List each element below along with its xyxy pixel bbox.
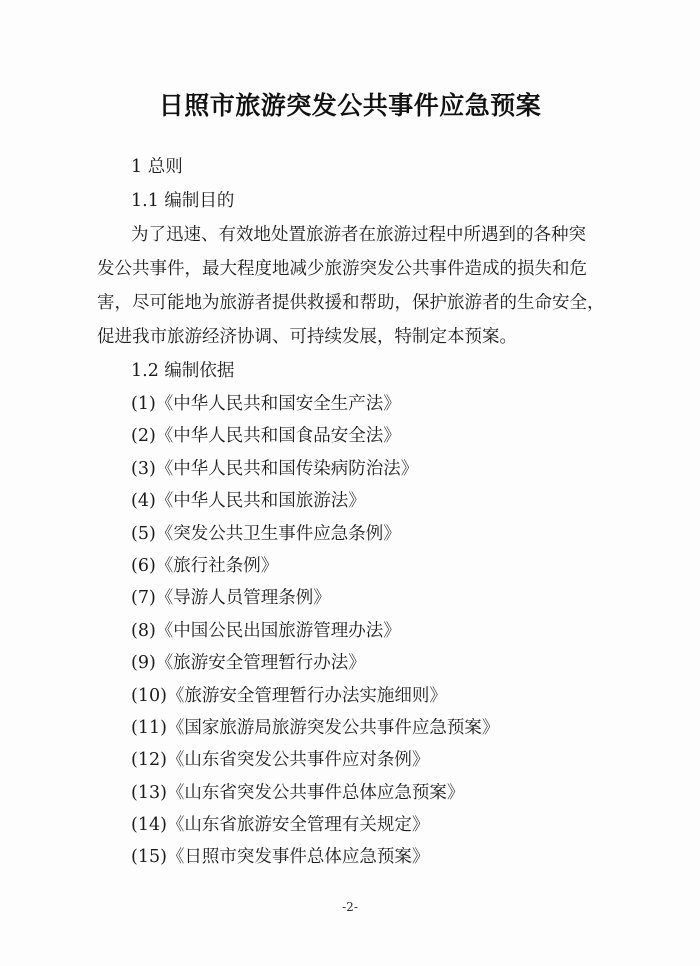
basis-list <box>131 388 631 874</box>
subsection-heading: 1.1 编制目的 <box>131 191 235 211</box>
paragraph-line: 害，尽可能地为旅游者提供救援和帮助，保护旅游者的生命安全， <box>97 293 605 313</box>
list-item: (15)《日照市突发事件总体应急预案》 <box>131 847 430 868</box>
list-item: (2)《中华人民共和国食品安全法》 <box>131 426 401 447</box>
document-title: 日照市旅游突发公共事件应急预案 <box>158 91 542 120</box>
paragraph-line: 发公共事件，最大程度地减少旅游突发公共事件造成的损失和危 <box>97 259 587 279</box>
list-item: (5)《突发公共卫生事件应急条例》 <box>131 523 401 544</box>
page-number: -2- <box>342 900 358 914</box>
list-item: (11)《国家旅游局旅游突发公共事件应急预案》 <box>131 717 500 738</box>
section-heading: 1 总则 <box>131 157 183 177</box>
subsection-heading: 1.2 编制依据 <box>131 361 235 381</box>
list-item: (8)《中国公民出国旅游管理办法》 <box>131 620 401 641</box>
list-item: (10)《旅游安全管理暂行办法实施细则》 <box>131 685 447 706</box>
list-item: (4)《中华人民共和国旅游法》 <box>131 491 366 512</box>
list-item: (6)《旅行社条例》 <box>131 555 279 576</box>
paragraph-line: 为了迅速、有效地处置旅游者在旅游过程中所遇到的各种突 <box>131 225 586 245</box>
list-item: (12)《山东省突发公共事件应对条例》 <box>131 750 430 771</box>
list-item: (9)《旅游安全管理暂行办法》 <box>131 653 366 674</box>
list-item: (13)《山东省突发公共事件总体应急预案》 <box>131 782 465 803</box>
list-item: (3)《中华人民共和国传染病防治法》 <box>131 458 419 479</box>
list-item: (14)《山东省旅游安全管理有关规定》 <box>131 815 430 836</box>
paragraph-line: 促进我市旅游经济协调、可持续发展，特制定本预案。 <box>97 327 517 347</box>
purpose-paragraph <box>97 218 631 354</box>
document-body <box>97 150 631 874</box>
list-item: (1)《中华人民共和国安全生产法》 <box>131 394 401 414</box>
list-item: (7)《导游人员管理条例》 <box>131 588 331 609</box>
